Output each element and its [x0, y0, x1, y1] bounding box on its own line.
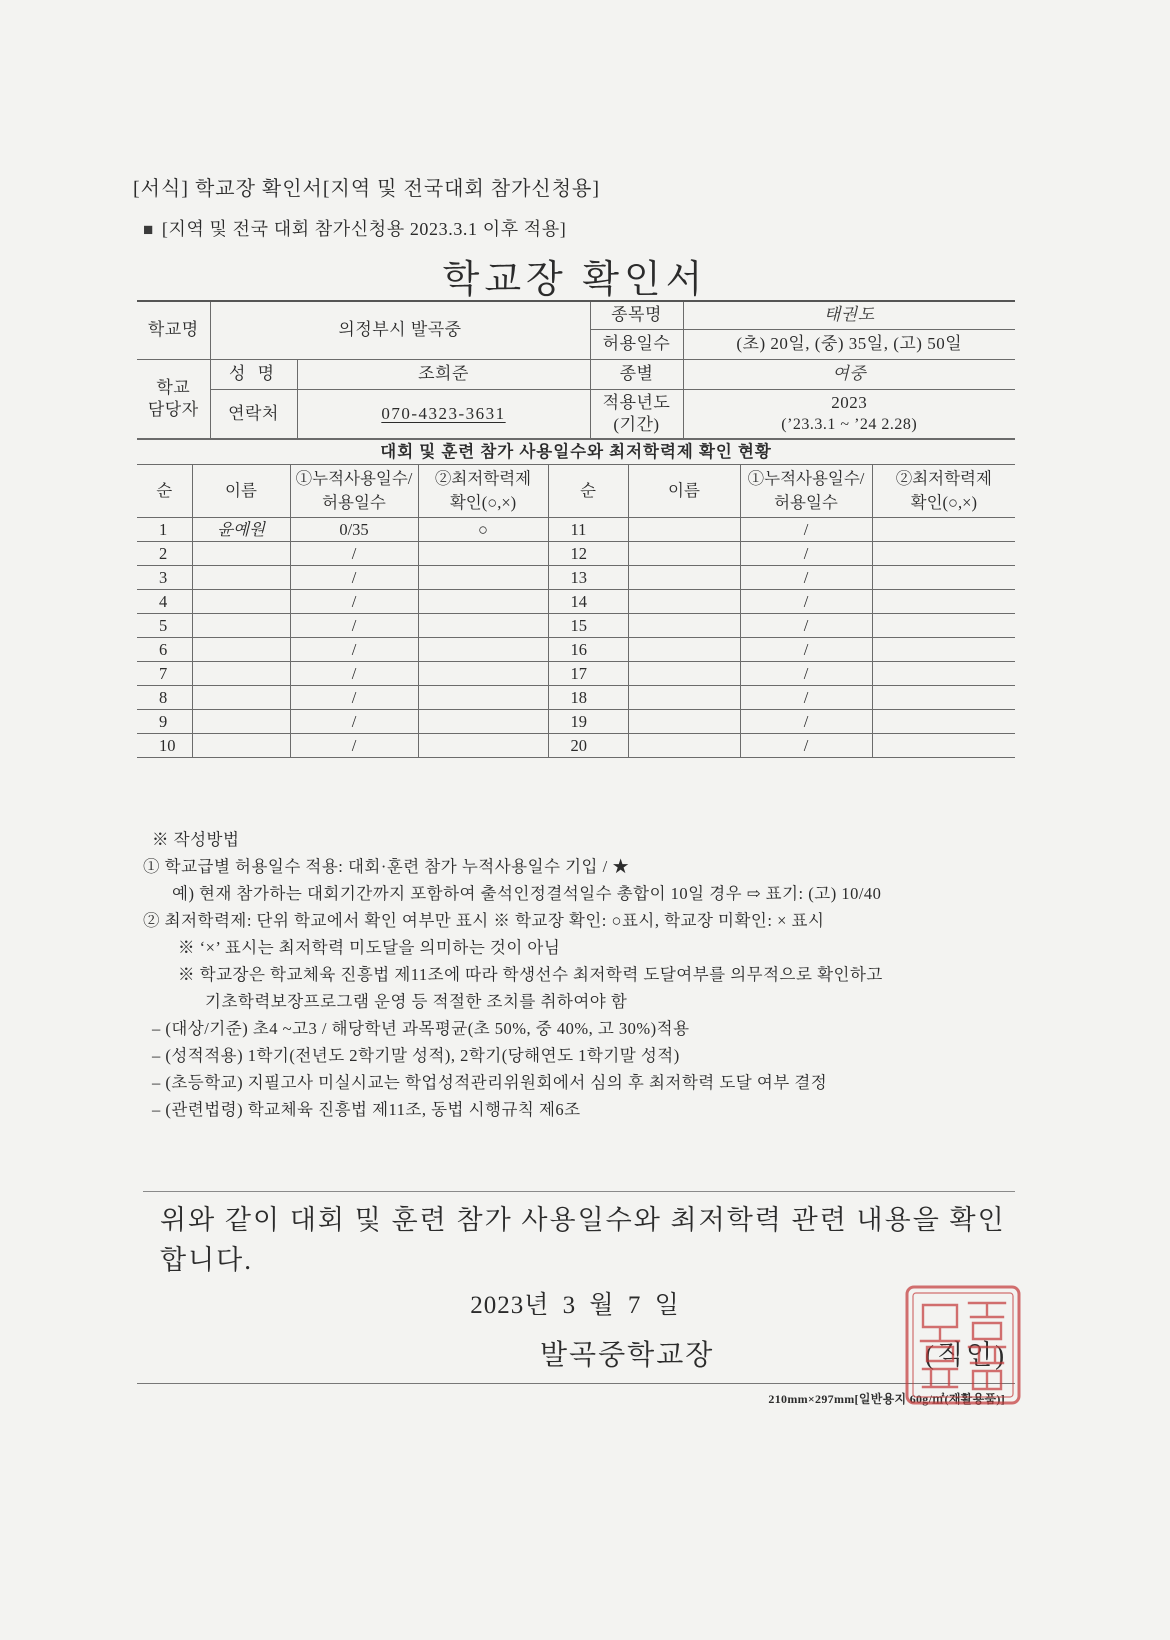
status-row: [137, 542, 1015, 566]
right-used-days-cell: /: [740, 590, 872, 614]
right-academic-check-cell: [872, 590, 1015, 614]
phone-value: 070-4323-3631: [381, 404, 506, 423]
right-academic-check-cell: [872, 734, 1015, 758]
right-academic-check-cell: [872, 662, 1015, 686]
col-header-no: 순: [548, 465, 628, 518]
left-academic-check-cell: ○: [418, 518, 548, 542]
status-row: [137, 734, 1015, 758]
right-academic-check-cell: [872, 614, 1015, 638]
right-student-name-cell: [628, 590, 740, 614]
criteria-item: – (초등학교) 지필고사 미실시교는 학업성적관리위원회에서 심의 후 최저학력 도달 여부 결정: [152, 1073, 828, 1092]
left-used-days-cell: /: [290, 614, 418, 638]
left-row-number-cell: 9: [137, 710, 192, 734]
allowed-days-label: 허용일수: [590, 329, 683, 359]
school-info-table: [137, 300, 1015, 440]
right-used-days-cell: /: [740, 710, 872, 734]
allowed-days-value: (초) 20일, (중) 35일, (고) 50일: [683, 329, 1015, 359]
name-label: 성 명: [210, 359, 297, 389]
left-academic-check-cell: [418, 566, 548, 590]
col-header-no: 순: [137, 465, 192, 518]
year-value-cell: [683, 389, 1015, 439]
status-row: [137, 662, 1015, 686]
right-used-days-cell: /: [740, 614, 872, 638]
left-academic-check-cell: [418, 734, 548, 758]
left-academic-check-cell: [418, 542, 548, 566]
confirmation-statement: 위와 같이 대회 및 훈련 참가 사용일수와 최저학력 관련 내용을 확인합니다.: [160, 1205, 1006, 1275]
left-student-name-cell: [192, 686, 290, 710]
left-used-days-cell: /: [290, 710, 418, 734]
right-used-days-cell: /: [740, 638, 872, 662]
left-used-days-cell: /: [290, 686, 418, 710]
left-row-number-cell: 4: [137, 590, 192, 614]
left-row-number-cell: 1: [137, 518, 192, 542]
principal-title: 발곡중학교장: [540, 1340, 715, 1371]
right-used-days-cell: /: [740, 566, 872, 590]
left-used-days-cell: /: [290, 590, 418, 614]
left-academic-check-cell: [418, 686, 548, 710]
right-used-days-cell: /: [740, 518, 872, 542]
left-row-number-cell: 3: [137, 566, 192, 590]
year-label: 적용년도 (기간): [590, 389, 683, 439]
left-student-name-cell: [192, 710, 290, 734]
left-used-days-cell: 0/35: [290, 518, 418, 542]
right-row-number-cell: 12: [548, 542, 628, 566]
right-academic-check-cell: [872, 566, 1015, 590]
left-student-name-cell: [192, 566, 290, 590]
event-label: 종목명: [590, 301, 683, 329]
criteria-item: – (대상/기준) 초4 ~고3 / 해당학년 과목평균(초 50%, 중 40%, 고 30%)적용: [152, 1019, 690, 1038]
year-value: 2023: [831, 393, 868, 412]
left-academic-check-cell: [418, 590, 548, 614]
instruction-item-1: ① 학교급별 허용일수 적용: 대회·훈련 참가 누적사용일수 기입 / ★: [143, 857, 630, 876]
right-student-name-cell: [628, 734, 740, 758]
left-student-name-cell: [192, 662, 290, 686]
instruction-item-1-example: 예) 현재 참가하는 대회기간까지 포함하여 출석인정결석일수 총합이 10일 경우 ⇨ 표기: (고) 10/40: [172, 884, 882, 903]
right-used-days-cell: /: [740, 686, 872, 710]
official-seal-icon: [903, 1283, 1023, 1407]
left-academic-check-cell: [418, 614, 548, 638]
instructions-heading: ※ 작성방법: [152, 830, 240, 849]
col-header-name: 이름: [192, 465, 290, 518]
left-academic-check-cell: [418, 638, 548, 662]
square-bullet-icon: ■: [143, 220, 154, 239]
left-student-name-cell: [192, 590, 290, 614]
left-used-days-cell: /: [290, 662, 418, 686]
right-row-number-cell: 19: [548, 710, 628, 734]
seal-placeholder-label: (직인): [925, 1340, 1008, 1370]
left-academic-check-cell: [418, 710, 548, 734]
instruction-item-2-note-continued: 기초학력보장프로그램 운영 등 적절한 조치를 취하여야 함: [205, 992, 628, 1011]
left-used-days-cell: /: [290, 566, 418, 590]
division-label: 종별: [590, 359, 683, 389]
left-student-name-cell: [192, 638, 290, 662]
col-header-academic-check: ②최저학력제 확인(○,×): [418, 465, 548, 518]
left-row-number-cell: 5: [137, 614, 192, 638]
status-row: [137, 638, 1015, 662]
school-label: 학교명: [137, 301, 210, 359]
right-row-number-cell: 20: [548, 734, 628, 758]
right-academic-check-cell: [872, 638, 1015, 662]
status-heading: 대회 및 훈련 참가 사용일수와 최저학력제 확인 현황: [137, 439, 1015, 465]
right-academic-check-cell: [872, 686, 1015, 710]
instruction-item-2-note: ※ ‘×’ 표시는 최저학력 미도달을 의미하는 것이 아님: [178, 938, 561, 957]
info-row-manager-name: [137, 359, 1015, 389]
right-row-number-cell: 14: [548, 590, 628, 614]
event-value: 태권도: [683, 301, 1015, 329]
writing-instructions: [0, 826, 1050, 1123]
col-header-used-days: ①누적사용일수/ 허용일수: [740, 465, 872, 518]
phone-label: 연락처: [210, 389, 297, 439]
right-row-number-cell: 16: [548, 638, 628, 662]
document-title: 학교장 확인서: [442, 259, 708, 301]
divider: [143, 1191, 1015, 1192]
confirmation-date: 2023년 3 월 7 일: [470, 1292, 680, 1319]
phone-value-cell: [297, 389, 590, 439]
paper-spec: 210mm×297mm[일반용지 60g/㎡(재활용품)]: [768, 1392, 1005, 1406]
left-academic-check-cell: [418, 662, 548, 686]
right-student-name-cell: [628, 662, 740, 686]
left-used-days-cell: /: [290, 638, 418, 662]
info-row-contact: [137, 389, 1015, 439]
right-student-name-cell: [628, 710, 740, 734]
manager-label: 학교 담당자: [137, 359, 210, 439]
instruction-item-2: ② 최저학력제: 단위 학교에서 확인 여부만 표시 ※ 학교장 확인: ○표시, 학교장 미확인: × 표시: [143, 911, 825, 930]
left-row-number-cell: 7: [137, 662, 192, 686]
right-academic-check-cell: [872, 542, 1015, 566]
status-row: [137, 518, 1015, 542]
right-row-number-cell: 13: [548, 566, 628, 590]
col-header-name: 이름: [628, 465, 740, 518]
left-row-number-cell: 10: [137, 734, 192, 758]
period-value: (’23.3.1 ~ ’24 2.28): [781, 416, 918, 433]
participation-status-table: [137, 438, 1015, 758]
info-row-school: [137, 301, 1015, 329]
right-academic-check-cell: [872, 710, 1015, 734]
status-row: [137, 590, 1015, 614]
right-student-name-cell: [628, 686, 740, 710]
col-header-academic-check: ②최저학력제 확인(○,×): [872, 465, 1015, 518]
right-academic-check-cell: [872, 518, 1015, 542]
right-student-name-cell: [628, 518, 740, 542]
right-student-name-cell: [628, 566, 740, 590]
divider: [137, 1383, 1015, 1384]
applicability-text: [지역 및 전국 대회 참가신청용 2023.3.1 이후 적용]: [161, 219, 567, 239]
right-student-name-cell: [628, 638, 740, 662]
status-header-row: [137, 465, 1015, 518]
name-value: 조희준: [297, 359, 590, 389]
division-value: 여중: [683, 359, 1015, 389]
criteria-item: – (관련법령) 학교체육 진흥법 제11조, 동법 시행규칙 제6조: [152, 1100, 581, 1119]
right-row-number-cell: 15: [548, 614, 628, 638]
status-rows: [137, 518, 1015, 758]
status-row: [137, 614, 1015, 638]
status-row: [137, 566, 1015, 590]
right-row-number-cell: 11: [548, 518, 628, 542]
left-student-name-cell: 윤예원: [192, 518, 290, 542]
school-value: 의정부시 발곡중: [210, 301, 590, 359]
right-student-name-cell: [628, 614, 740, 638]
right-row-number-cell: 17: [548, 662, 628, 686]
right-row-number-cell: 18: [548, 686, 628, 710]
col-header-used-days: ①누적사용일수/ 허용일수: [290, 465, 418, 518]
applicability-line: [143, 215, 566, 241]
right-used-days-cell: /: [740, 734, 872, 758]
left-row-number-cell: 6: [137, 638, 192, 662]
left-row-number-cell: 2: [137, 542, 192, 566]
left-student-name-cell: [192, 542, 290, 566]
criteria-item: – (성적적용) 1학기(전년도 2학기말 성적), 2학기(당해연도 1학기말 성적): [152, 1046, 680, 1065]
right-used-days-cell: /: [740, 662, 872, 686]
status-row: [137, 686, 1015, 710]
left-used-days-cell: /: [290, 542, 418, 566]
status-heading-row: [137, 439, 1015, 465]
right-used-days-cell: /: [740, 542, 872, 566]
left-row-number-cell: 8: [137, 686, 192, 710]
right-student-name-cell: [628, 542, 740, 566]
status-row: [137, 710, 1015, 734]
left-used-days-cell: /: [290, 734, 418, 758]
left-student-name-cell: [192, 614, 290, 638]
form-label: [서식] 학교장 확인서[지역 및 전국대회 참가신청용]: [133, 178, 601, 200]
left-student-name-cell: [192, 734, 290, 758]
instruction-item-2-note: ※ 학교장은 학교체육 진흥법 제11조에 따라 학생선수 최저학력 도달여부를 의무적으로 확인하고: [178, 965, 883, 984]
